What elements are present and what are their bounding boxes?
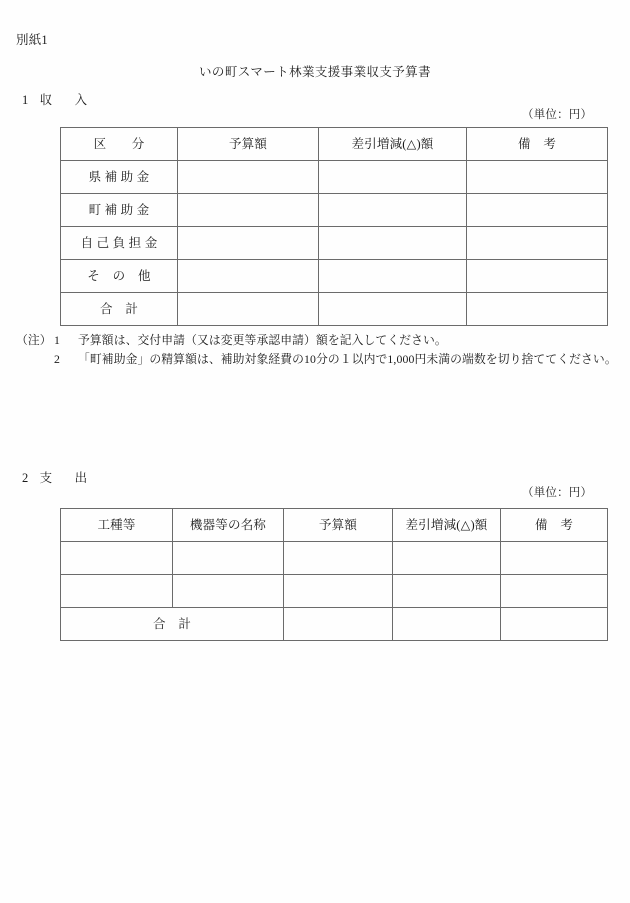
cell-remarks[interactable] bbox=[467, 161, 608, 194]
income-table bbox=[60, 127, 608, 326]
cell-work-type[interactable] bbox=[61, 542, 173, 575]
note-text: 「町補助金」の精算額は、補助対象経費の10分の１以内で1,000円未満の端数を切り捨ててください。 bbox=[78, 352, 617, 366]
row-label-prefecture-subsidy: 県 補 助 金 bbox=[61, 161, 178, 194]
note-index: 2 bbox=[54, 352, 60, 366]
attachment-label: 別紙1 bbox=[16, 33, 48, 47]
document-title: いの町スマート林業支援事業収支予算書 bbox=[199, 65, 431, 79]
header-work-type: 工種等 bbox=[61, 509, 173, 542]
cell-difference[interactable] bbox=[393, 542, 501, 575]
note-item bbox=[16, 331, 616, 350]
section-name-income: 収 入 bbox=[39, 93, 93, 107]
cell-budget-total[interactable] bbox=[284, 608, 393, 641]
cell-remarks[interactable] bbox=[467, 194, 608, 227]
table-total-row bbox=[61, 293, 608, 326]
cell-difference-total[interactable] bbox=[319, 293, 467, 326]
cell-difference[interactable] bbox=[393, 575, 501, 608]
cell-budget[interactable] bbox=[178, 260, 319, 293]
cell-remarks[interactable] bbox=[467, 260, 608, 293]
cell-equipment-name[interactable] bbox=[173, 575, 284, 608]
unit-note-income: （単位：円） bbox=[522, 109, 593, 121]
table-row bbox=[61, 260, 608, 293]
cell-equipment-name[interactable] bbox=[173, 542, 284, 575]
row-label-total: 合 計 bbox=[61, 293, 178, 326]
cell-remarks[interactable] bbox=[501, 542, 608, 575]
section-number-income: 1 bbox=[22, 93, 29, 107]
section-heading-income bbox=[22, 90, 92, 108]
cell-remarks[interactable] bbox=[501, 575, 608, 608]
cell-budget-total[interactable] bbox=[178, 293, 319, 326]
header-budget: 予算額 bbox=[178, 128, 319, 161]
header-difference: 差引増減(△)額 bbox=[319, 128, 467, 161]
cell-work-type[interactable] bbox=[61, 575, 173, 608]
cell-budget[interactable] bbox=[178, 194, 319, 227]
cell-remarks-total[interactable] bbox=[501, 608, 608, 641]
cell-difference[interactable] bbox=[319, 161, 467, 194]
table-total-row bbox=[61, 608, 608, 641]
cell-budget[interactable] bbox=[284, 575, 393, 608]
expense-table bbox=[60, 508, 608, 641]
header-category: 区 分 bbox=[61, 128, 178, 161]
cell-difference-total[interactable] bbox=[393, 608, 501, 641]
unit-note-expense: （単位：円） bbox=[522, 487, 593, 499]
cell-difference[interactable] bbox=[319, 194, 467, 227]
header-difference: 差引増減(△)額 bbox=[393, 509, 501, 542]
row-label-town-subsidy: 町 補 助 金 bbox=[61, 194, 178, 227]
section-heading-expense bbox=[22, 468, 92, 486]
row-label-total: 合 計 bbox=[61, 608, 284, 641]
cell-budget[interactable] bbox=[284, 542, 393, 575]
table-header-row bbox=[61, 128, 608, 161]
table-row bbox=[61, 542, 608, 575]
header-remarks: 備 考 bbox=[467, 128, 608, 161]
table-row bbox=[61, 194, 608, 227]
section-number-expense: 2 bbox=[22, 471, 29, 485]
note-item bbox=[16, 350, 616, 369]
income-notes bbox=[16, 331, 616, 369]
cell-budget[interactable] bbox=[178, 161, 319, 194]
cell-budget[interactable] bbox=[178, 227, 319, 260]
cell-difference[interactable] bbox=[319, 227, 467, 260]
note-marker: （注） bbox=[16, 333, 52, 347]
header-budget: 予算額 bbox=[284, 509, 393, 542]
cell-difference[interactable] bbox=[319, 260, 467, 293]
header-remarks: 備 考 bbox=[501, 509, 608, 542]
note-index: 1 bbox=[54, 333, 60, 347]
header-equipment-name: 機器等の名称 bbox=[173, 509, 284, 542]
note-text: 予算額は、交付申請（又は変更等承認申請）額を記入してください。 bbox=[78, 333, 447, 347]
table-row bbox=[61, 575, 608, 608]
cell-remarks-total[interactable] bbox=[467, 293, 608, 326]
table-row bbox=[61, 227, 608, 260]
row-label-self-funding: 自 己 負 担 金 bbox=[61, 227, 178, 260]
cell-remarks[interactable] bbox=[467, 227, 608, 260]
row-label-other: そ の 他 bbox=[61, 260, 178, 293]
table-header-row bbox=[61, 509, 608, 542]
table-row bbox=[61, 161, 608, 194]
section-name-expense: 支 出 bbox=[39, 471, 93, 485]
